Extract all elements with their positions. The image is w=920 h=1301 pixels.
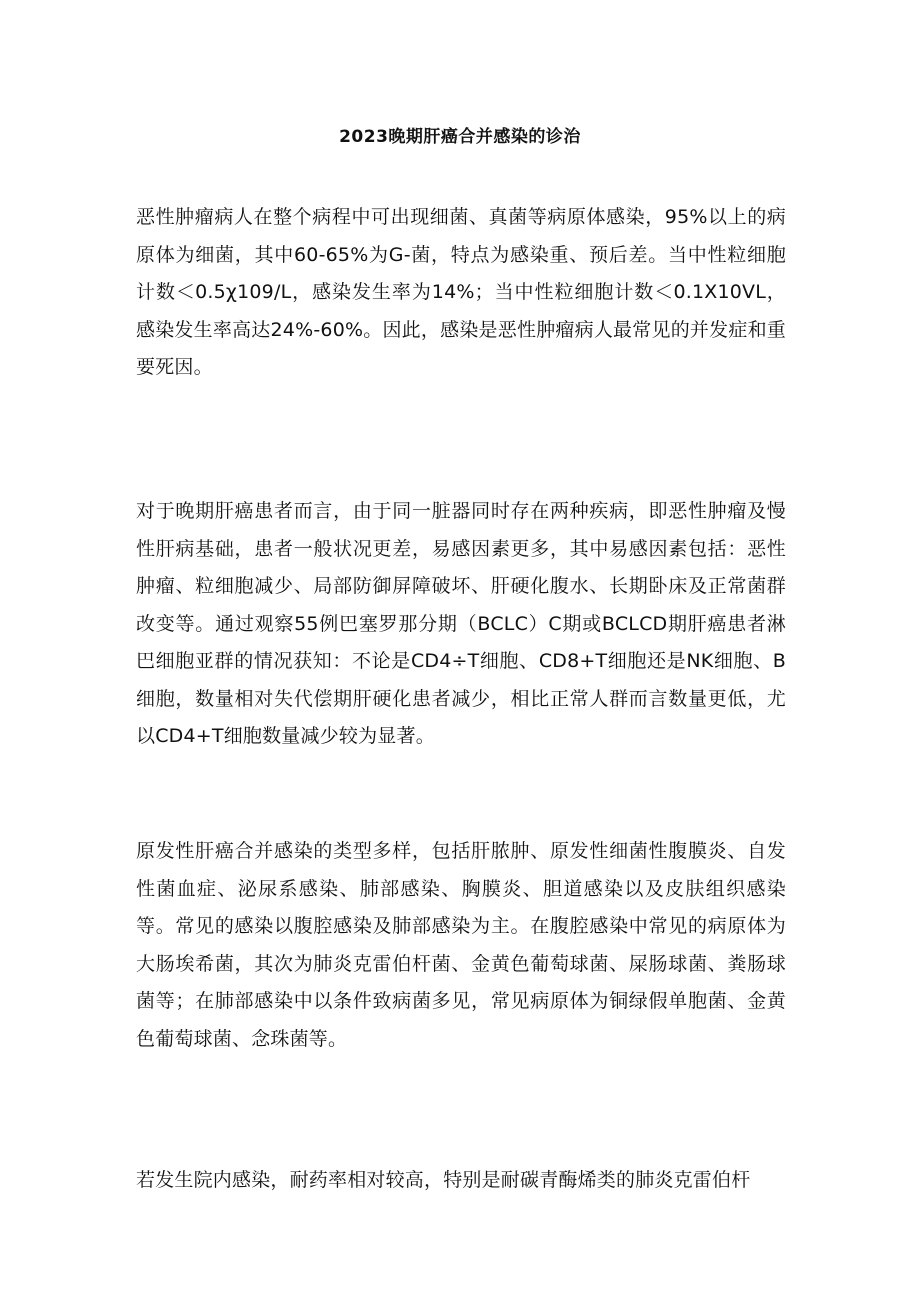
paragraph-infection-types: 原发性肝癌合并感染的类型多样，包括肝脓肿、原发性细菌性腹膜炎、自发性菌血症、泌尿系感染、肺部感染、胸膜炎、胆道感染以及皮肤组织感染等。常见的感染以腹腔感染及肺部感染为主。在腹腔感染中常见的病原体为大肠埃希菌，其次为肺炎克雷伯杆菌、金黄色葡萄球菌、屎肠球菌、粪肠球菌等；在肺部感染中以条件致病菌多见，常见病原体为铜绿假单胞菌、金黄色葡萄球菌、念珠菌等。: [136, 840, 786, 1050]
paragraph-nosocomial-infection: 若发生院内感染，耐药率相对较高，特别是耐碳青酶烯类的肺炎克雷伯杆: [136, 1169, 751, 1191]
document-title: 2023晚期肝癌合并感染的诊治: [339, 127, 581, 147]
paragraph-risk-factors: 对于晚期肝癌患者而言，由于同一脏器同时存在两种疾病，即恶性肿瘤及慢性肝病基础，患者一般状况更差，易感因素更多，其中易感因素包括：恶性肿瘤、粒细胞减少、局部防御屏障破坏、肝硬化腹水、长期卧床及正常菌群改变等。通过观察55例巴塞罗那分期（BCLC）C期或BCLCD期肝癌患者淋巴细胞亚群的情况获知：不论是CD4÷T细胞、CD8+T细胞还是NK细胞、B细胞，数量相对失代偿期肝硬化患者减少，相比正常人群而言数量更低，尤以CD4+T细胞数量减少较为显著。: [136, 500, 786, 747]
paragraph-infection-overview: 恶性肿瘤病人在整个病程中可出现细菌、真菌等病原体感染，95%以上的病原体为细菌，其中60-65%为G-菌，特点为感染重、预后差。当中性粒细胞计数＜0.5χ109/L，感染发生率为14%；当中性粒细胞计数＜0.1X10VL，感染发生率高达24%-60%。因此，感染是恶性肿瘤病人最常见的并发症和重要死因。: [136, 206, 786, 378]
